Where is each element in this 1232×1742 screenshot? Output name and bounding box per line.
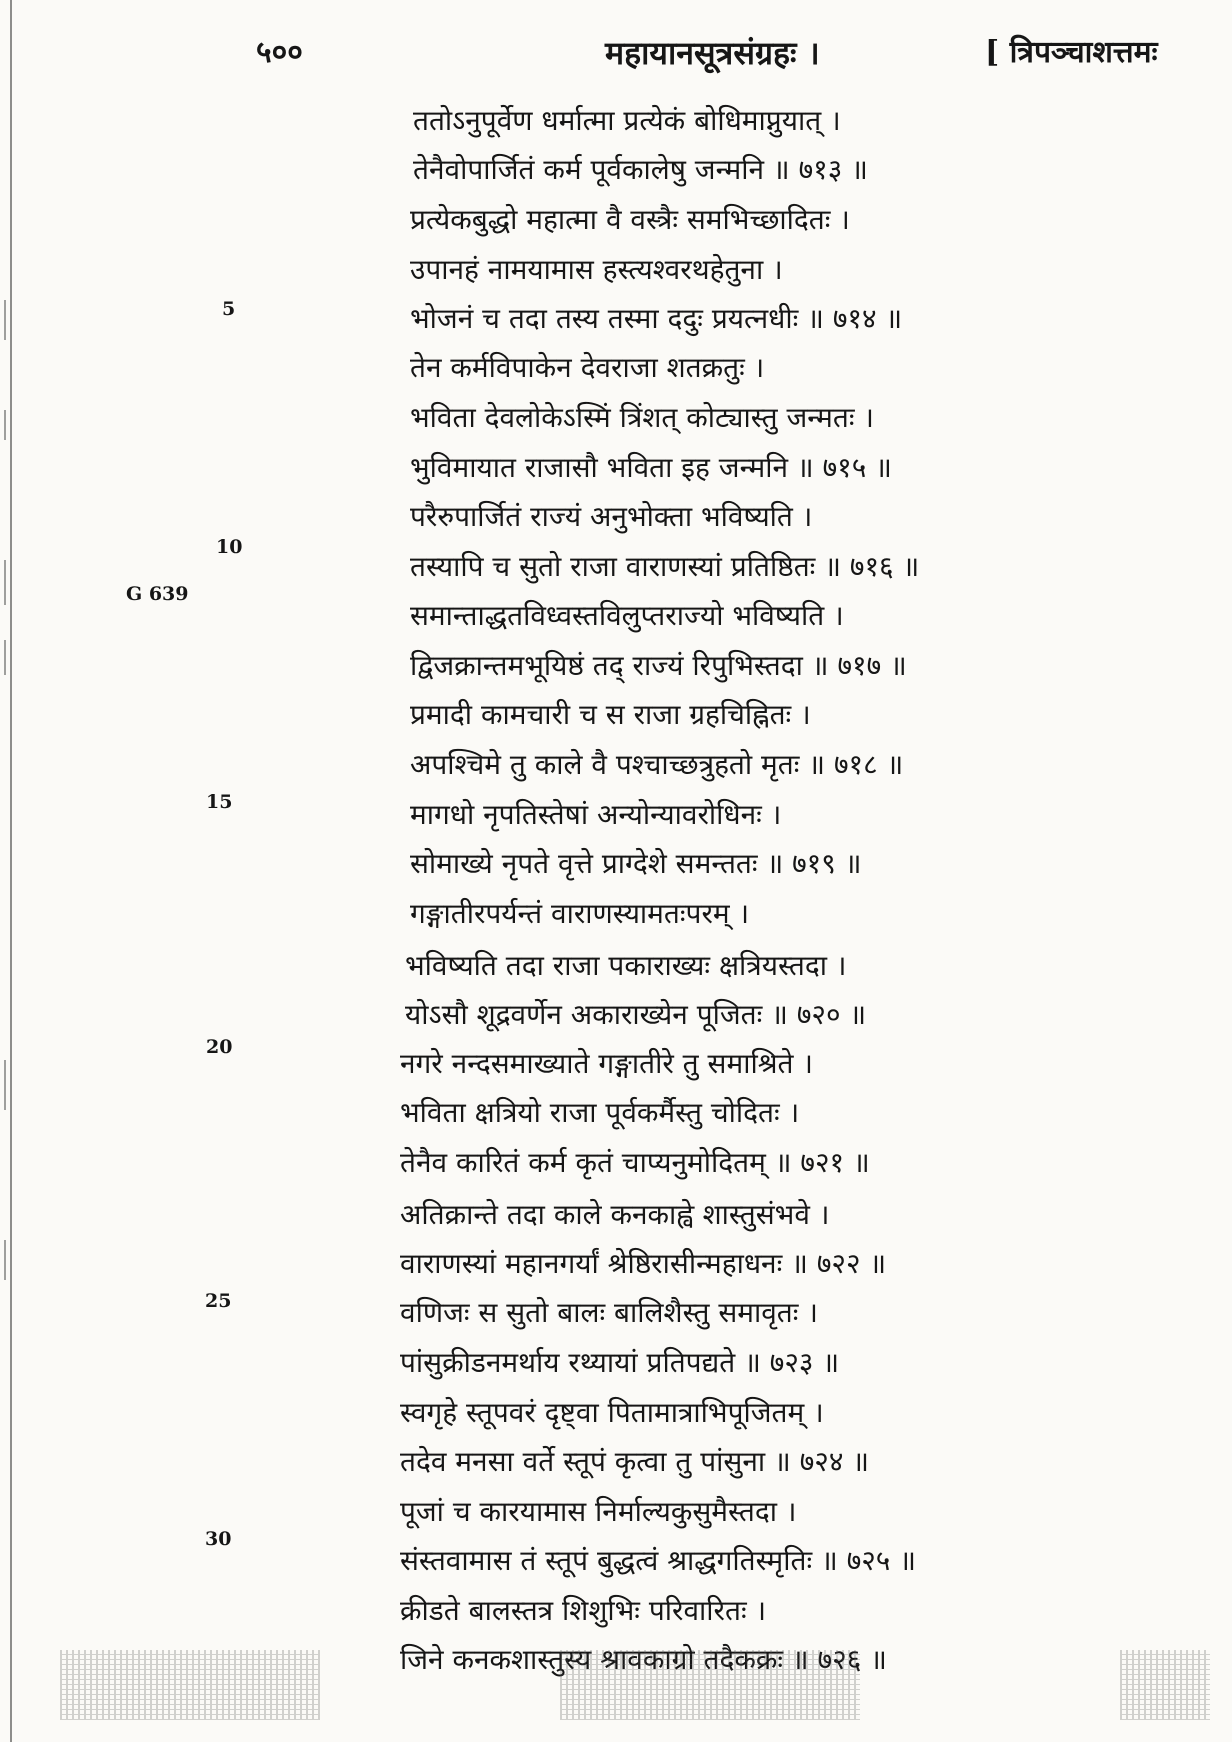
verse-line: भुविमायात राजासौ भविता इह जन्मनि ॥ ७१५ ॥ (410, 451, 892, 484)
verse-line: नगरे नन्दसमाख्याते गङ्गातीरे तु समाश्रिते । (400, 1047, 814, 1080)
verse-line: तस्यापि च सुतो राजा वाराणस्यां प्रतिष्ठितः ॥ ७१६ ॥ (410, 550, 920, 583)
verse-line: परैरुपार्जितं राज्यं अनुभोक्ता भविष्यति । (410, 500, 813, 533)
verse-line: प्रमादी कामचारी च स राजा ग्रहचिह्नितः । (410, 698, 811, 731)
line-number-25: 25 (205, 1290, 232, 1312)
verse-line: भविष्यति तदा राजा पकाराख्यः क्षत्रियस्तदा । (405, 949, 847, 982)
verse-line: सोमाख्ये नृपते वृत्ते प्राग्देशे समन्ततः ॥ ७१९ ॥ (410, 847, 862, 880)
scan-noise (1120, 1650, 1210, 1720)
verse-line: प्रत्येकबुद्धो महात्मा वै वस्त्रैः समभिच्छादितः । (410, 203, 850, 236)
section-heading: [ त्रिपञ्चाशत्तमः (985, 35, 1158, 70)
verse-line: संस्तवामास तं स्तूपं बुद्धत्वं श्राद्धगतिस्मृतिः ॥ ७२५ ॥ (400, 1544, 917, 1577)
verse-line: ततोऽनुपूर्वेण धर्मात्मा प्रत्येकं बोधिमाप्नुयात् । (413, 104, 841, 137)
verse-line: भविता क्षत्रियो राजा पूर्वकर्मैस्तु चोदितः । (400, 1096, 800, 1129)
verse-line: जिने कनकशास्तुस्य श्रावकाग्रो तदैकक्रः ॥ ७२६ ॥ (400, 1643, 887, 1676)
verse-line: अपश्चिमे तु काले वै पश्चाच्छत्रुहतो मृतः ॥ ७१८ ॥ (410, 748, 904, 781)
line-number-5: 5 (222, 298, 236, 320)
line-number-10: 10 (216, 536, 243, 558)
verse-line: द्विजक्रान्तमभूयिष्ठं तद् राज्यं रिपुभिस्तदा ॥ ७१७ ॥ (410, 649, 907, 682)
line-number-30: 30 (205, 1528, 232, 1550)
verse-line: तदेव मनसा वर्ते स्तूपं कृत्वा तु पांसुना ॥ ७२४ ॥ (400, 1445, 870, 1478)
page-edge-line (10, 0, 12, 1742)
verse-line: तेनैवोपार्जितं कर्म पूर्वकालेषु जन्मनि ॥ ७१३ ॥ (413, 153, 868, 186)
verse-line: वाराणस्यां महानगर्यां श्रेष्ठिरासीन्महाधनः ॥ ७२२ ॥ (400, 1247, 887, 1280)
verse-line: मागधो नृपतिस्तेषां अन्योन्यावरोधिनः । (410, 798, 782, 831)
verse-line: क्रीडते बालस्तत्र शिशुभिः परिवारितः । (400, 1594, 767, 1627)
verse-line: योऽसौ शूद्रवर्णेन अकाराख्येन पूजितः ॥ ७२० ॥ (405, 998, 867, 1031)
verse-line: भोजनं च तदा तस्य तस्मा ददुः प्रयत्नधीः ॥ ७१४ ॥ (410, 302, 903, 335)
verse-line: पूजां च कारयामास निर्माल्यकुसुमैस्तदा । (400, 1495, 797, 1528)
scan-noise (560, 1650, 860, 1720)
verse-line: तेनैव कारितं कर्म कृतं चाप्यनुमोदितम् ॥ ७२१ ॥ (400, 1146, 870, 1179)
verse-line: भविता देवलोकेऽस्मिं त्रिंशत् कोट्यास्तु जन्मतः । (410, 401, 874, 434)
edition-reference: G 639 (126, 583, 189, 605)
verse-line: अतिक्रान्ते तदा काले कनकाह्वे शास्तुसंभवे । (400, 1198, 830, 1231)
verse-line: पांसुक्रीडनमर्थाय रथ्यायां प्रतिपद्यते ॥ ७२३ ॥ (400, 1346, 840, 1379)
verse-line: गङ्गातीरपर्यन्तं वाराणस्यामतःपरम् । (410, 897, 750, 930)
line-number-20: 20 (206, 1036, 233, 1058)
scan-noise (60, 1650, 320, 1720)
line-number-15: 15 (206, 791, 233, 813)
page-number: ५०० (256, 35, 303, 70)
verse-line: स्वगृहे स्तूपवरं दृष्ट्वा पितामात्राभिपूजितम् । (400, 1396, 824, 1429)
running-title: महायानसूत्रसंग्रहः । (605, 34, 820, 72)
verse-line: वणिजः स सुतो बालः बालिशैस्तु समावृतः । (400, 1296, 818, 1329)
verse-line: समान्ताद्धतविध्वस्तविलुप्तराज्यो भविष्यति । (410, 599, 844, 632)
verse-line: उपानहं नामयामास हस्त्यश्वरथहेतुना । (410, 253, 783, 286)
verse-line: तेन कर्मविपाकेन देवराजा शतक्रतुः । (410, 351, 765, 384)
